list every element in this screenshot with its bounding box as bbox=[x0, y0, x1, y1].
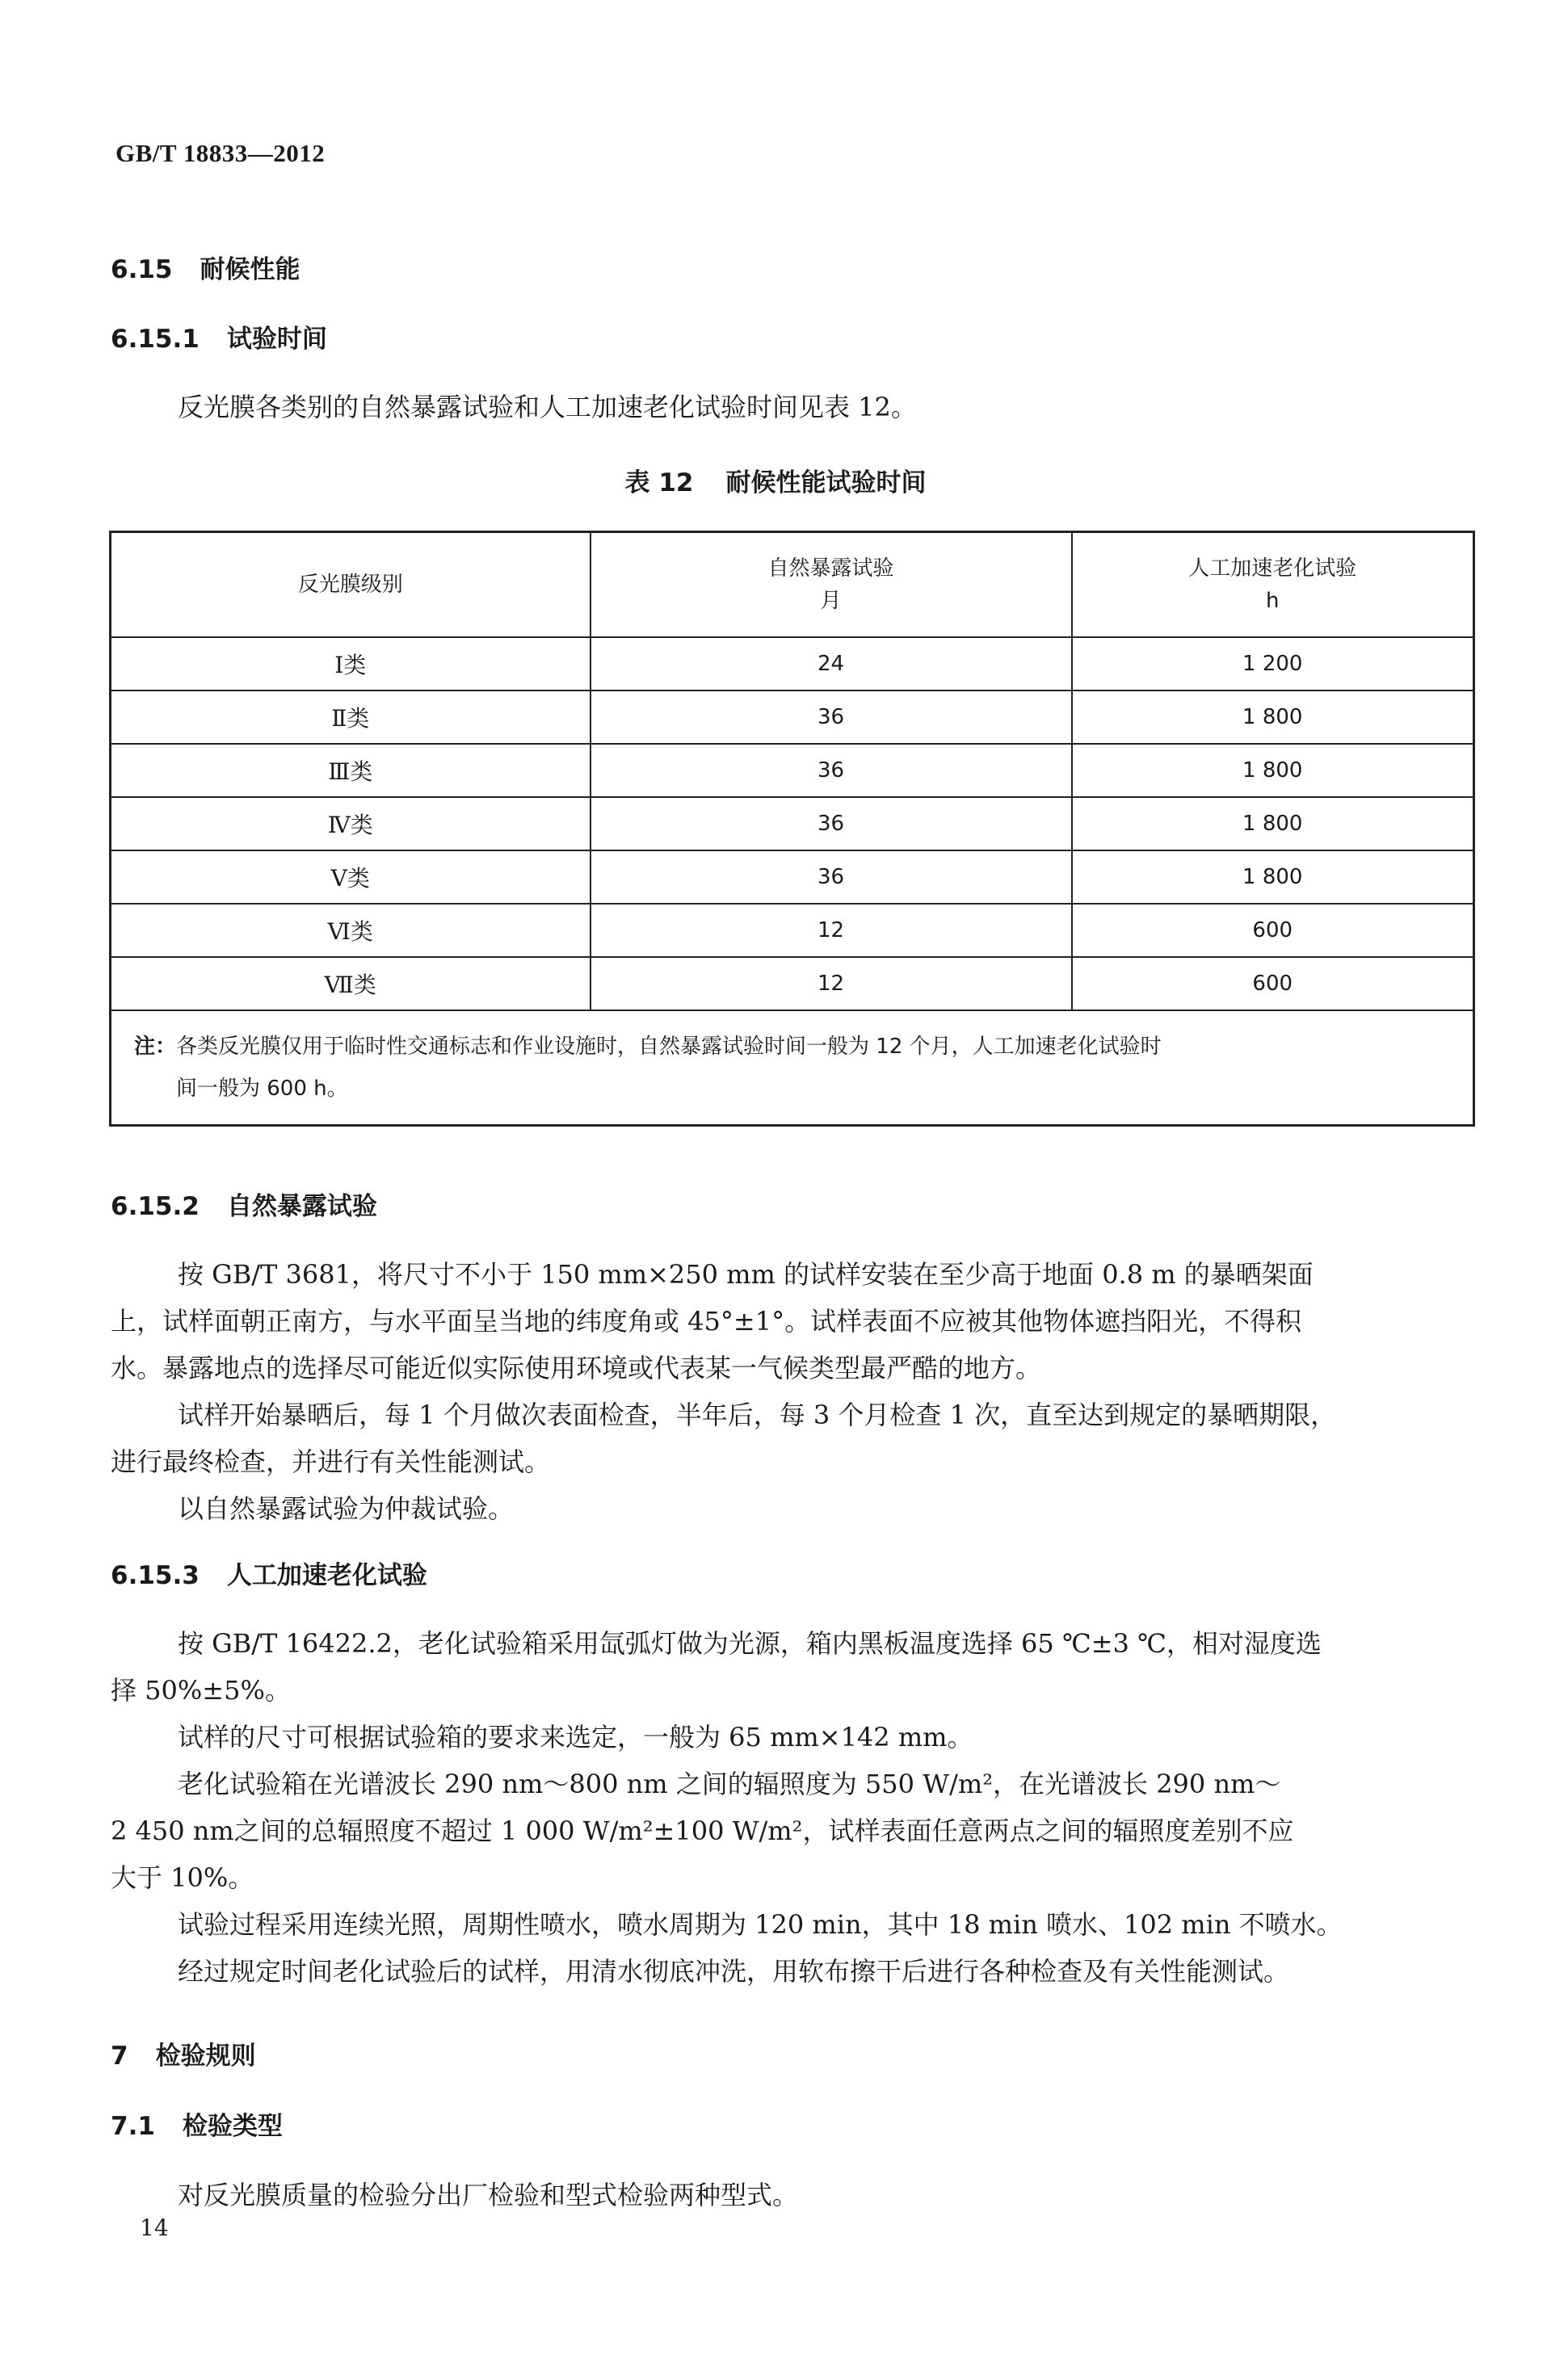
header-artificial-aging bbox=[1072, 532, 1474, 638]
section-6-15-1-heading bbox=[111, 318, 327, 355]
cell-artificial: 1 800 bbox=[1072, 744, 1474, 797]
cell-artificial: 600 bbox=[1072, 904, 1474, 957]
section-number: 7.1 bbox=[111, 2112, 155, 2141]
note-label: 注： bbox=[134, 1035, 177, 1059]
table-row bbox=[111, 637, 1474, 690]
table-note bbox=[111, 1010, 1474, 1126]
table-row bbox=[111, 957, 1474, 1010]
note-text-line-1: 各类反光膜仅用于临时性交通标志和作业设施时，自然暴露试验时间一般为 12 个月，人工加速老化试验时 bbox=[176, 1035, 1162, 1059]
section-6-15-3-heading bbox=[111, 1555, 427, 1591]
table-note-row bbox=[111, 1010, 1474, 1126]
header-artificial-unit: h bbox=[1266, 589, 1280, 613]
header-artificial-title: 人工加速老化试验 bbox=[1188, 556, 1357, 581]
paragraph-line: 以自然暴露试验为仲裁试验。 bbox=[178, 1493, 515, 1524]
header-natural-exposure bbox=[591, 532, 1072, 638]
paragraph-line: 择 50%±5%。 bbox=[111, 1675, 291, 1706]
section-number: 6.15.1 bbox=[111, 325, 200, 354]
table-row bbox=[111, 690, 1474, 744]
cell-natural: 36 bbox=[591, 690, 1072, 744]
table-row bbox=[111, 850, 1474, 904]
paragraph-line: 按 GB/T 16422.2，老化试验箱采用氙弧灯做为光源，箱内黑板温度选择 65 ℃±3 ℃，相对湿度选 bbox=[178, 1628, 1322, 1659]
cell-artificial: 1 800 bbox=[1072, 690, 1474, 744]
section-title: 人工加速老化试验 bbox=[226, 1561, 427, 1590]
table-row bbox=[111, 904, 1474, 957]
paragraph: 反光膜各类别的自然暴露试验和人工加速老化试验时间见表 12。 bbox=[178, 392, 917, 422]
paragraph-line: 试样开始暴晒后，每 1 个月做次表面检查，半年后，每 3 个月检查 1 次，直至达到规定的暴晒期限， bbox=[178, 1400, 1337, 1430]
cell-natural: 36 bbox=[591, 797, 1072, 850]
table-title: 耐候性能试验时间 bbox=[725, 468, 927, 497]
paragraph-line: 大于 10%。 bbox=[111, 1862, 254, 1893]
table-row bbox=[111, 797, 1474, 850]
cell-artificial: 1 200 bbox=[1072, 637, 1474, 690]
section-number: 6.15.3 bbox=[111, 1561, 200, 1590]
cell-artificial: 1 800 bbox=[1072, 850, 1474, 904]
cell-natural: 36 bbox=[591, 850, 1072, 904]
paragraph-line: 水。暴露地点的选择尽可能近似实际使用环境或代表某一气候类型最严酷的地方。 bbox=[111, 1353, 1042, 1383]
cell-grade: Ⅱ类 bbox=[111, 690, 591, 744]
paragraph-line: 经过规定时间老化试验后的试样，用清水彻底冲洗，用软布擦干后进行各种检查及有关性能测试。 bbox=[178, 1956, 1290, 1987]
cell-artificial: 600 bbox=[1072, 957, 1474, 1010]
paragraph-line: 上，试样面朝正南方，与水平面呈当地的纬度角或 45°±1°。试样表面不应被其他物体遮挡阳光，不得积 bbox=[111, 1306, 1302, 1337]
header-natural-title: 自然暴露试验 bbox=[767, 556, 894, 581]
section-6-15-heading bbox=[111, 249, 301, 285]
table-header-row bbox=[111, 532, 1474, 638]
paragraph-line: 老化试验箱在光谱波长 290 nm～800 nm 之间的辐照度为 550 W/m²，在光谱波长 290 nm～ bbox=[178, 1769, 1281, 1799]
section-7-1-heading bbox=[111, 2105, 283, 2142]
table-row bbox=[111, 744, 1474, 797]
paragraph-line: 按 GB/T 3681，将尺寸不小于 150 mm×250 mm 的试样安装在至少高于地面 0.8 m 的暴晒架面 bbox=[178, 1259, 1314, 1290]
section-number: 6.15.2 bbox=[111, 1192, 200, 1221]
table-number: 表 12 bbox=[624, 468, 694, 497]
cell-grade: Ⅴ类 bbox=[111, 850, 591, 904]
cell-grade: Ⅳ类 bbox=[111, 797, 591, 850]
section-title: 耐候性能 bbox=[200, 255, 301, 284]
section-number: 7 bbox=[111, 2042, 128, 2071]
cell-grade: Ⅵ类 bbox=[111, 904, 591, 957]
cell-natural: 12 bbox=[591, 957, 1072, 1010]
cell-natural: 36 bbox=[591, 744, 1072, 797]
cell-artificial: 1 800 bbox=[1072, 797, 1474, 850]
paragraph-line: 进行最终检查，并进行有关性能测试。 bbox=[111, 1446, 551, 1477]
paragraph-line: 试样的尺寸可根据试验箱的要求来选定，一般为 65 mm×142 mm。 bbox=[178, 1722, 973, 1752]
section-title: 试验时间 bbox=[226, 325, 327, 354]
cell-grade: Ⅶ类 bbox=[111, 957, 591, 1010]
section-7-heading bbox=[111, 2035, 256, 2071]
cell-natural: 24 bbox=[591, 637, 1072, 690]
cell-natural: 12 bbox=[591, 904, 1072, 957]
section-title: 自然暴露试验 bbox=[226, 1192, 377, 1221]
section-number: 6.15 bbox=[111, 255, 173, 284]
cell-grade: Ⅲ类 bbox=[111, 744, 591, 797]
standard-code-header: GB/T 18833—2012 bbox=[116, 139, 326, 167]
header-grade: 反光膜级别 bbox=[111, 532, 591, 638]
weathering-test-time-table bbox=[109, 531, 1475, 1127]
section-title: 检验类型 bbox=[182, 2112, 283, 2141]
header-natural-unit: 月 bbox=[820, 589, 842, 613]
table-caption bbox=[0, 462, 1551, 498]
section-title: 检验规则 bbox=[155, 2042, 256, 2071]
paragraph-line: 试验过程采用连续光照，周期性喷水，喷水周期为 120 min，其中 18 min 喷水、102 min 不喷水。 bbox=[178, 1909, 1343, 1940]
paragraph-line: 2 450 nm之间的总辐照度不超过 1 000 W/m²±100 W/m²，试样表面任意两点之间的辐照度差别不应 bbox=[111, 1815, 1294, 1846]
cell-grade: Ⅰ类 bbox=[111, 637, 591, 690]
note-text-line-2: 间一般为 600 h。 bbox=[176, 1077, 348, 1101]
section-6-15-2-heading bbox=[111, 1186, 377, 1222]
paragraph: 对反光膜质量的检验分出厂检验和型式检验两种型式。 bbox=[178, 2180, 799, 2210]
page-number: 14 bbox=[140, 2214, 169, 2241]
